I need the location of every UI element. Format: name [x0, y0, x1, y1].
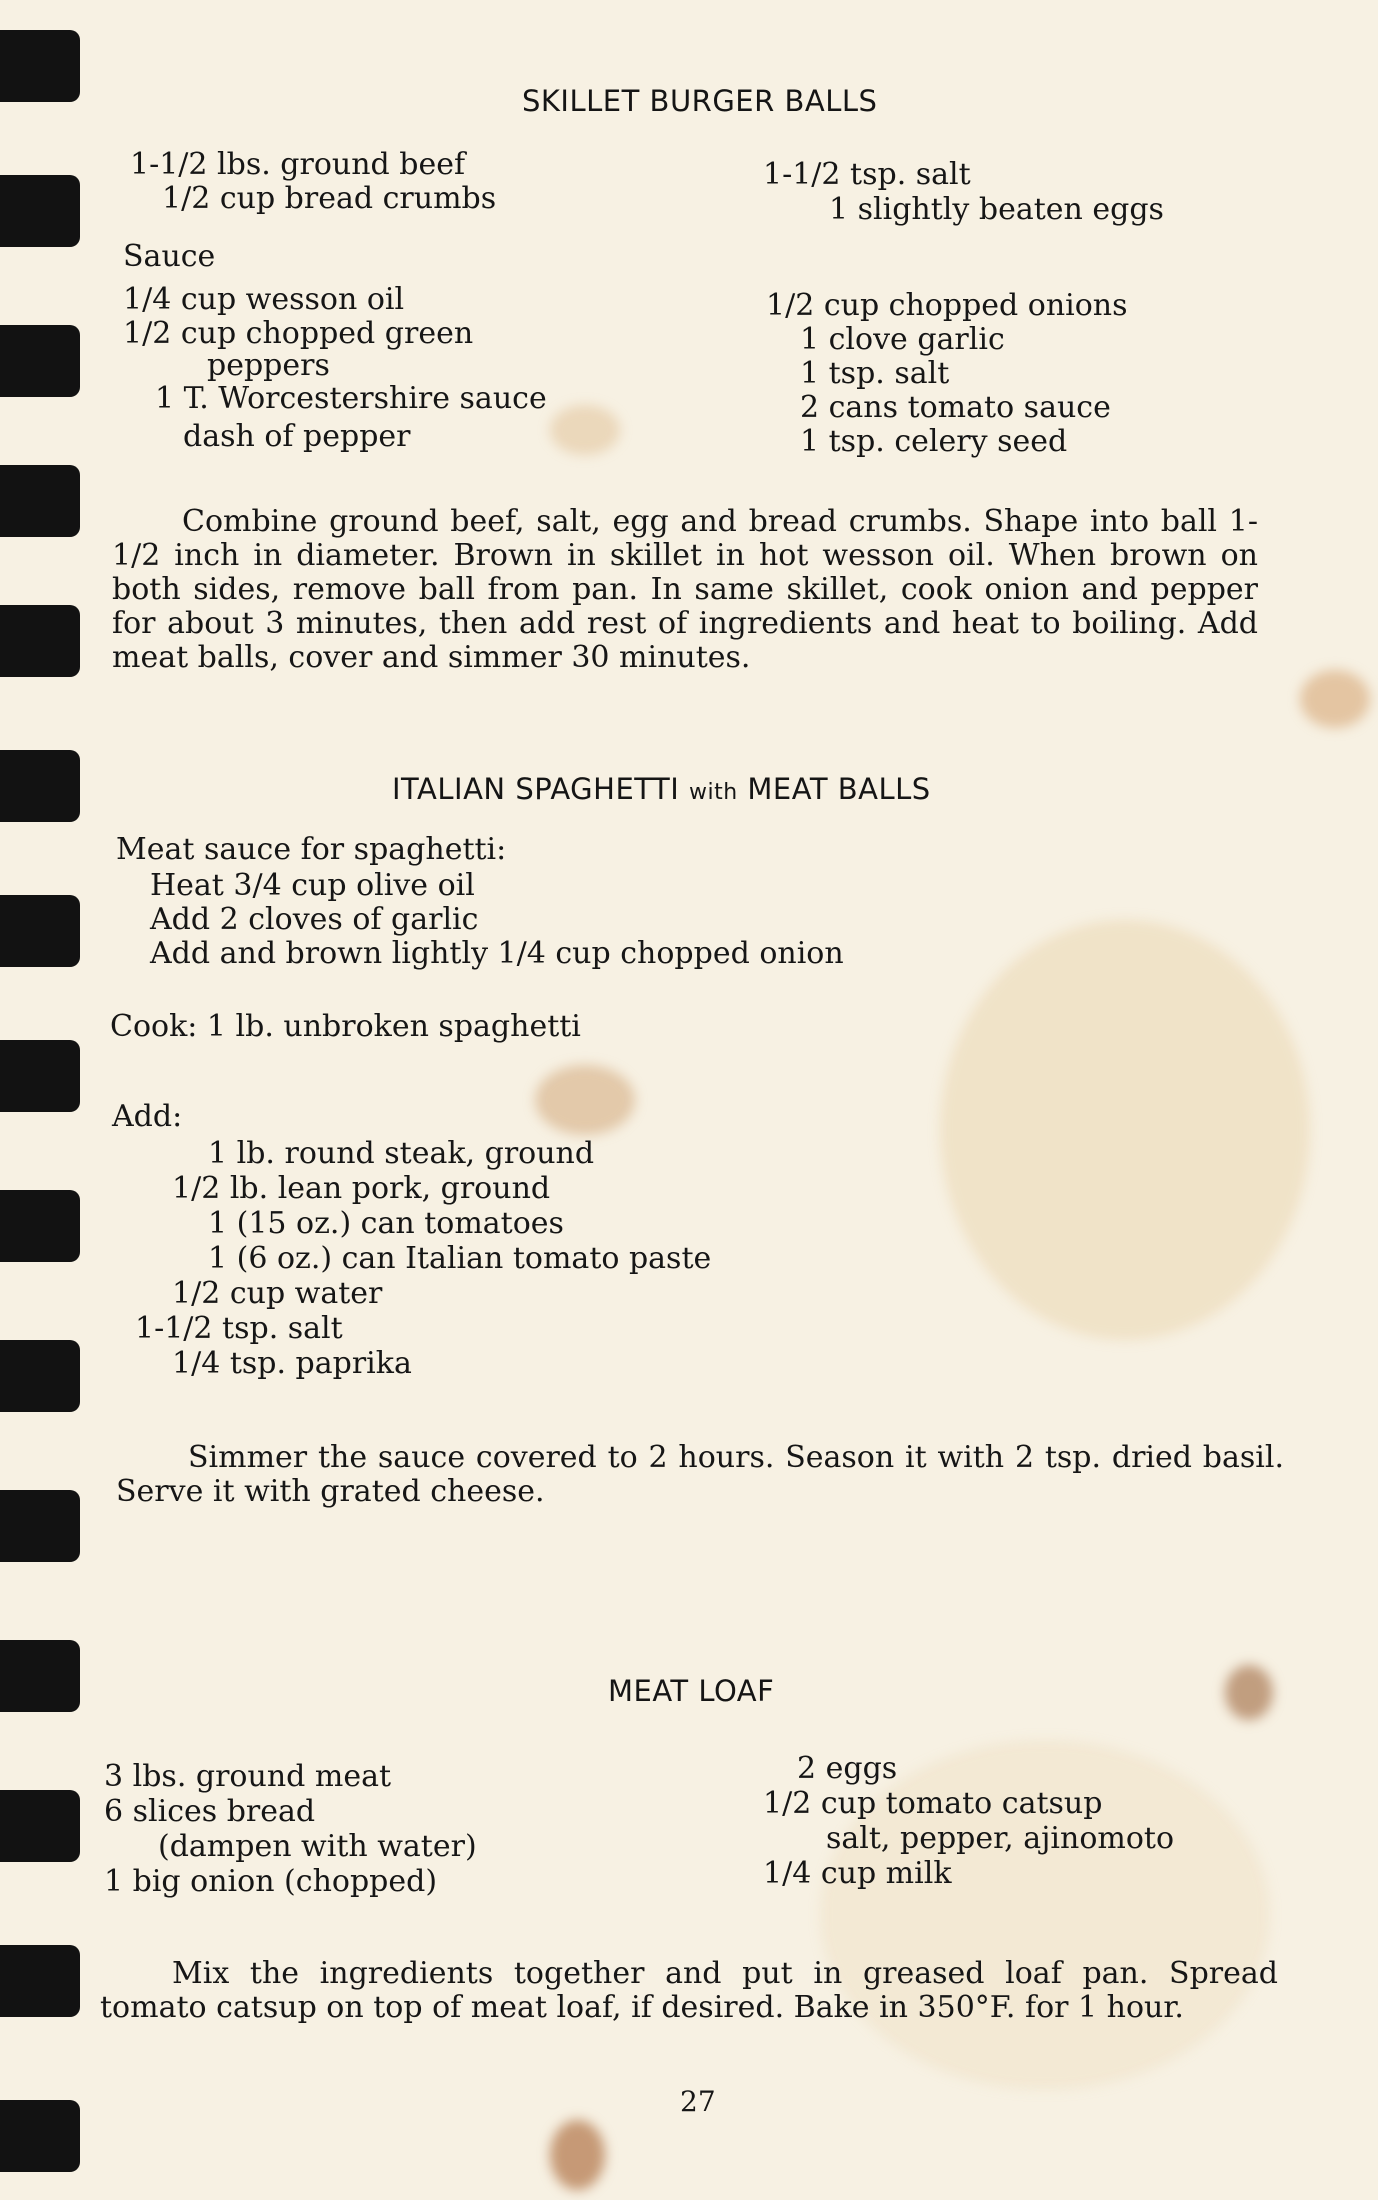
sauce-ingredient: 1 clove garlic	[800, 322, 1005, 357]
binding-ring	[0, 1945, 80, 2017]
sauce-ingredient: 1 tsp. celery seed	[800, 424, 1068, 459]
add-item: 1/2 cup water	[172, 1276, 383, 1311]
sauce-step: Add 2 cloves of garlic	[150, 902, 479, 937]
ingredient: 1/2 cup bread crumbs	[162, 181, 497, 216]
food-stain	[550, 405, 620, 455]
ingredient: 1 slightly beaten eggs	[829, 192, 1164, 227]
binding-ring	[0, 1490, 80, 1562]
skillet-burger-directions: Combine ground beef, salt, egg and bread crumbs. Shape into ball 1-1/2 inch in diameter. Brown in skillet in hot wesson oil. When brown on both sides, remove ball from pan. In same skillet, cook onion and pepper for about 3 minutes, then add rest of ingredients and heat to boiling. Add meat balls, cover and simmer 30 minutes.	[112, 504, 1258, 675]
sauce-label: Sauce	[123, 239, 216, 274]
italian-spaghetti-title	[392, 772, 931, 806]
food-stain	[1300, 670, 1370, 728]
food-stain	[940, 920, 1310, 1340]
cook-line: Cook: 1 lb. unbroken spaghetti	[110, 1009, 581, 1044]
add-item: 1 (6 oz.) can Italian tomato paste	[208, 1241, 712, 1276]
food-stain	[550, 2120, 605, 2190]
add-item: 1 (15 oz.) can tomatoes	[208, 1206, 564, 1241]
title-with: with	[688, 780, 738, 805]
italian-spaghetti-directions: Simmer the sauce covered to 2 hours. Season it with 2 tsp. dried basil. Serve it with grated cheese.	[116, 1440, 1284, 1509]
sauce-ingredient: 2 cans tomato sauce	[800, 390, 1111, 425]
binding-ring	[0, 1040, 80, 1112]
page-number: 27	[680, 2085, 716, 2118]
ingredient: 1/2 cup tomato catsup	[763, 1786, 1103, 1821]
binding-ring	[0, 325, 80, 397]
ingredient: 6 slices bread	[104, 1794, 316, 1829]
ingredient: 3 lbs. ground meat	[104, 1759, 392, 1794]
binding-ring	[0, 605, 80, 677]
ingredient: 1-1/2 lbs. ground beef	[130, 147, 466, 182]
binding-ring	[0, 1790, 80, 1862]
food-stain	[535, 1065, 635, 1135]
sauce-ingredient: 1/2 cup chopped green	[123, 316, 474, 351]
sauce-ingredient: 1/2 cup chopped onions	[766, 288, 1128, 323]
ingredient: 1-1/2 tsp. salt	[763, 157, 971, 192]
ingredient: (dampen with water)	[158, 1829, 477, 1864]
ingredient: 1/4 cup milk	[763, 1856, 952, 1891]
title-end: MEAT BALLS	[747, 772, 931, 806]
binding-ring	[0, 1190, 80, 1262]
sauce-ingredient: dash of pepper	[183, 419, 411, 454]
binding-ring	[0, 2100, 80, 2172]
ingredient: 2 eggs	[797, 1751, 898, 1786]
binding-ring	[0, 1340, 80, 1412]
binding-ring	[0, 465, 80, 537]
add-item: 1 lb. round steak, ground	[208, 1136, 595, 1171]
spiral-binding	[0, 0, 90, 2200]
binding-ring	[0, 30, 80, 102]
sauce-ingredient: 1 tsp. salt	[800, 356, 950, 391]
add-item: 1/2 lb. lean pork, ground	[172, 1171, 551, 1206]
skillet-burger-balls-title: SKILLET BURGER BALLS	[522, 84, 878, 118]
ingredient: salt, pepper, ajinomoto	[826, 1821, 1175, 1856]
binding-ring	[0, 1640, 80, 1712]
add-item: 1/4 tsp. paprika	[172, 1346, 412, 1381]
add-label: Add:	[112, 1099, 183, 1134]
binding-ring	[0, 175, 80, 247]
sauce-ingredient: 1/4 cup wesson oil	[123, 282, 405, 317]
food-stain	[1225, 1665, 1273, 1720]
meat-sauce-label: Meat sauce for spaghetti:	[116, 832, 507, 867]
binding-ring	[0, 895, 80, 967]
sauce-step: Heat 3/4 cup olive oil	[150, 868, 475, 903]
title-main: ITALIAN SPAGHETTI	[392, 772, 680, 806]
binding-ring	[0, 750, 80, 822]
ingredient: 1 big onion (chopped)	[104, 1864, 438, 1899]
sauce-step: Add and brown lightly 1/4 cup chopped onion	[150, 936, 844, 971]
sauce-ingredient: 1 T. Worcestershire sauce	[155, 381, 547, 416]
add-item: 1-1/2 tsp. salt	[135, 1311, 343, 1346]
sauce-ingredient: peppers	[207, 348, 330, 383]
meat-loaf-directions: Mix the ingredients together and put in greased loaf pan. Spread tomato catsup on top of meat loaf, if desired. Bake in 350°F. for 1 hour.	[100, 1956, 1278, 2025]
meat-loaf-title: MEAT LOAF	[608, 1674, 775, 1708]
